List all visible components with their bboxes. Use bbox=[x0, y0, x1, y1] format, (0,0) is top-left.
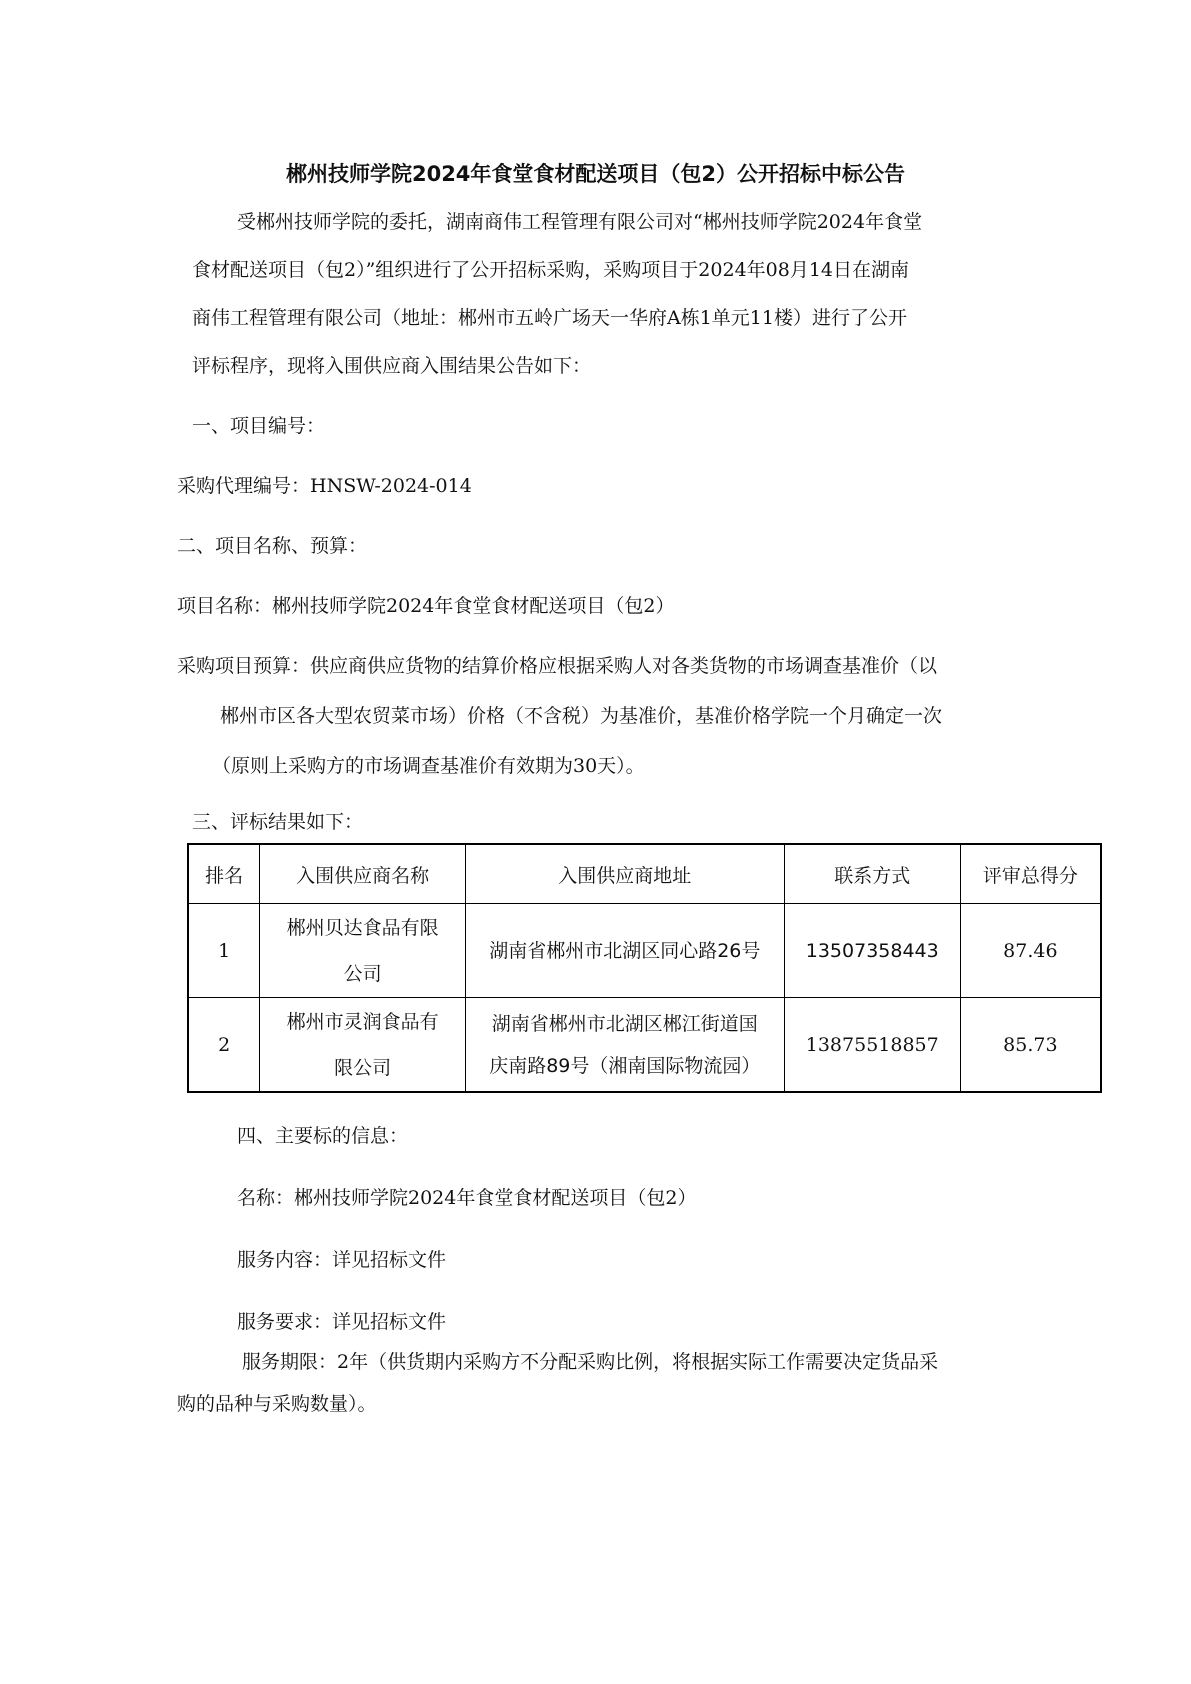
cell-score: 85.73 bbox=[960, 998, 1101, 1093]
project-name: 项目名称：郴州技师学院2024年食堂食材配送项目（包2） bbox=[177, 595, 675, 617]
cell-supplier-address bbox=[465, 904, 784, 998]
cell-supplier-name bbox=[260, 904, 465, 998]
supplier-address-line-1: 湖南省郴州市北湖区同心路26号 bbox=[489, 939, 761, 962]
section-4-heading: 四、主要标的信息： bbox=[237, 1125, 409, 1147]
header-score: 评审总得分 bbox=[960, 844, 1101, 904]
procurement-code: 采购代理编号：HNSW-2024-014 bbox=[177, 475, 472, 497]
supplier-name-line-2: 公司 bbox=[343, 962, 382, 985]
subject-name: 名称：郴州技师学院2024年食堂食材配送项目（包2） bbox=[237, 1187, 697, 1209]
cell-supplier-name bbox=[260, 998, 465, 1093]
intro-line-3: 商伟工程管理有限公司（地址：郴州市五岭广场天一华府A栋1单元11楼）进行了公开 bbox=[192, 307, 907, 329]
section-1-heading: 一、项目编号： bbox=[192, 415, 326, 437]
header-supplier-name: 入围供应商名称 bbox=[260, 844, 465, 904]
cell-supplier-address bbox=[465, 998, 784, 1093]
supplier-name-line-1: 郴州市灵润食品有 bbox=[286, 1010, 439, 1033]
supplier-name-line-2: 限公司 bbox=[334, 1056, 392, 1079]
supplier-name-line-1: 郴州贝达食品有限 bbox=[286, 916, 439, 939]
cell-rank: 1 bbox=[188, 904, 260, 998]
intro-line-1: 受郴州技师学院的委托，湖南商伟工程管理有限公司对“郴州技师学院2024年食堂 bbox=[237, 211, 923, 233]
section-2-heading: 二、项目名称、预算： bbox=[177, 535, 368, 557]
service-requirement: 服务要求：详见招标文件 bbox=[237, 1311, 447, 1333]
budget-line-2: 郴州市区各大型农贸菜市场）价格（不含税）为基准价，基准价格学院一个月确定一次 bbox=[220, 705, 943, 727]
results-table bbox=[187, 843, 1102, 1093]
cell-contact: 13875518857 bbox=[784, 998, 960, 1093]
page-title: 郴州技师学院2024年食堂食材配送项目（包2）公开招标中标公告 bbox=[285, 162, 906, 186]
service-period-line-1: 服务期限：2年（供货期内采购方不分配采购比例，将根据实际工作需要决定货品采 bbox=[242, 1351, 939, 1373]
table-header-row bbox=[188, 844, 1101, 904]
cell-rank: 2 bbox=[188, 998, 260, 1093]
section-3-heading: 三、评标结果如下： bbox=[192, 811, 364, 833]
supplier-address-line-1: 湖南省郴州市北湖区郴江街道国 bbox=[491, 1012, 758, 1035]
budget-line-3: （原则上采购方的市场调查基准价有效期为30天）。 bbox=[212, 755, 645, 777]
intro-line-2: 食材配送项目（包2）”组织进行了公开招标采购，采购项目于2024年08月14日在湖南 bbox=[192, 259, 910, 281]
cell-contact: 13507358443 bbox=[784, 904, 960, 998]
table-row bbox=[188, 904, 1101, 998]
service-period-line-2: 购的品种与采购数量）。 bbox=[177, 1393, 377, 1415]
header-rank: 排名 bbox=[188, 844, 260, 904]
header-supplier-address: 入围供应商地址 bbox=[465, 844, 784, 904]
cell-score: 87.46 bbox=[960, 904, 1101, 998]
supplier-address-line-2: 庆南路89号（湘南国际物流园） bbox=[489, 1054, 761, 1077]
table-row bbox=[188, 998, 1101, 1093]
service-content: 服务内容：详见招标文件 bbox=[237, 1249, 447, 1271]
intro-line-4: 评标程序，现将入围供应商入围结果公告如下： bbox=[192, 355, 592, 377]
budget-line-1: 采购项目预算：供应商供应货物的结算价格应根据采购人对各类货物的市场调查基准价（以 bbox=[177, 655, 938, 677]
header-contact: 联系方式 bbox=[784, 844, 960, 904]
